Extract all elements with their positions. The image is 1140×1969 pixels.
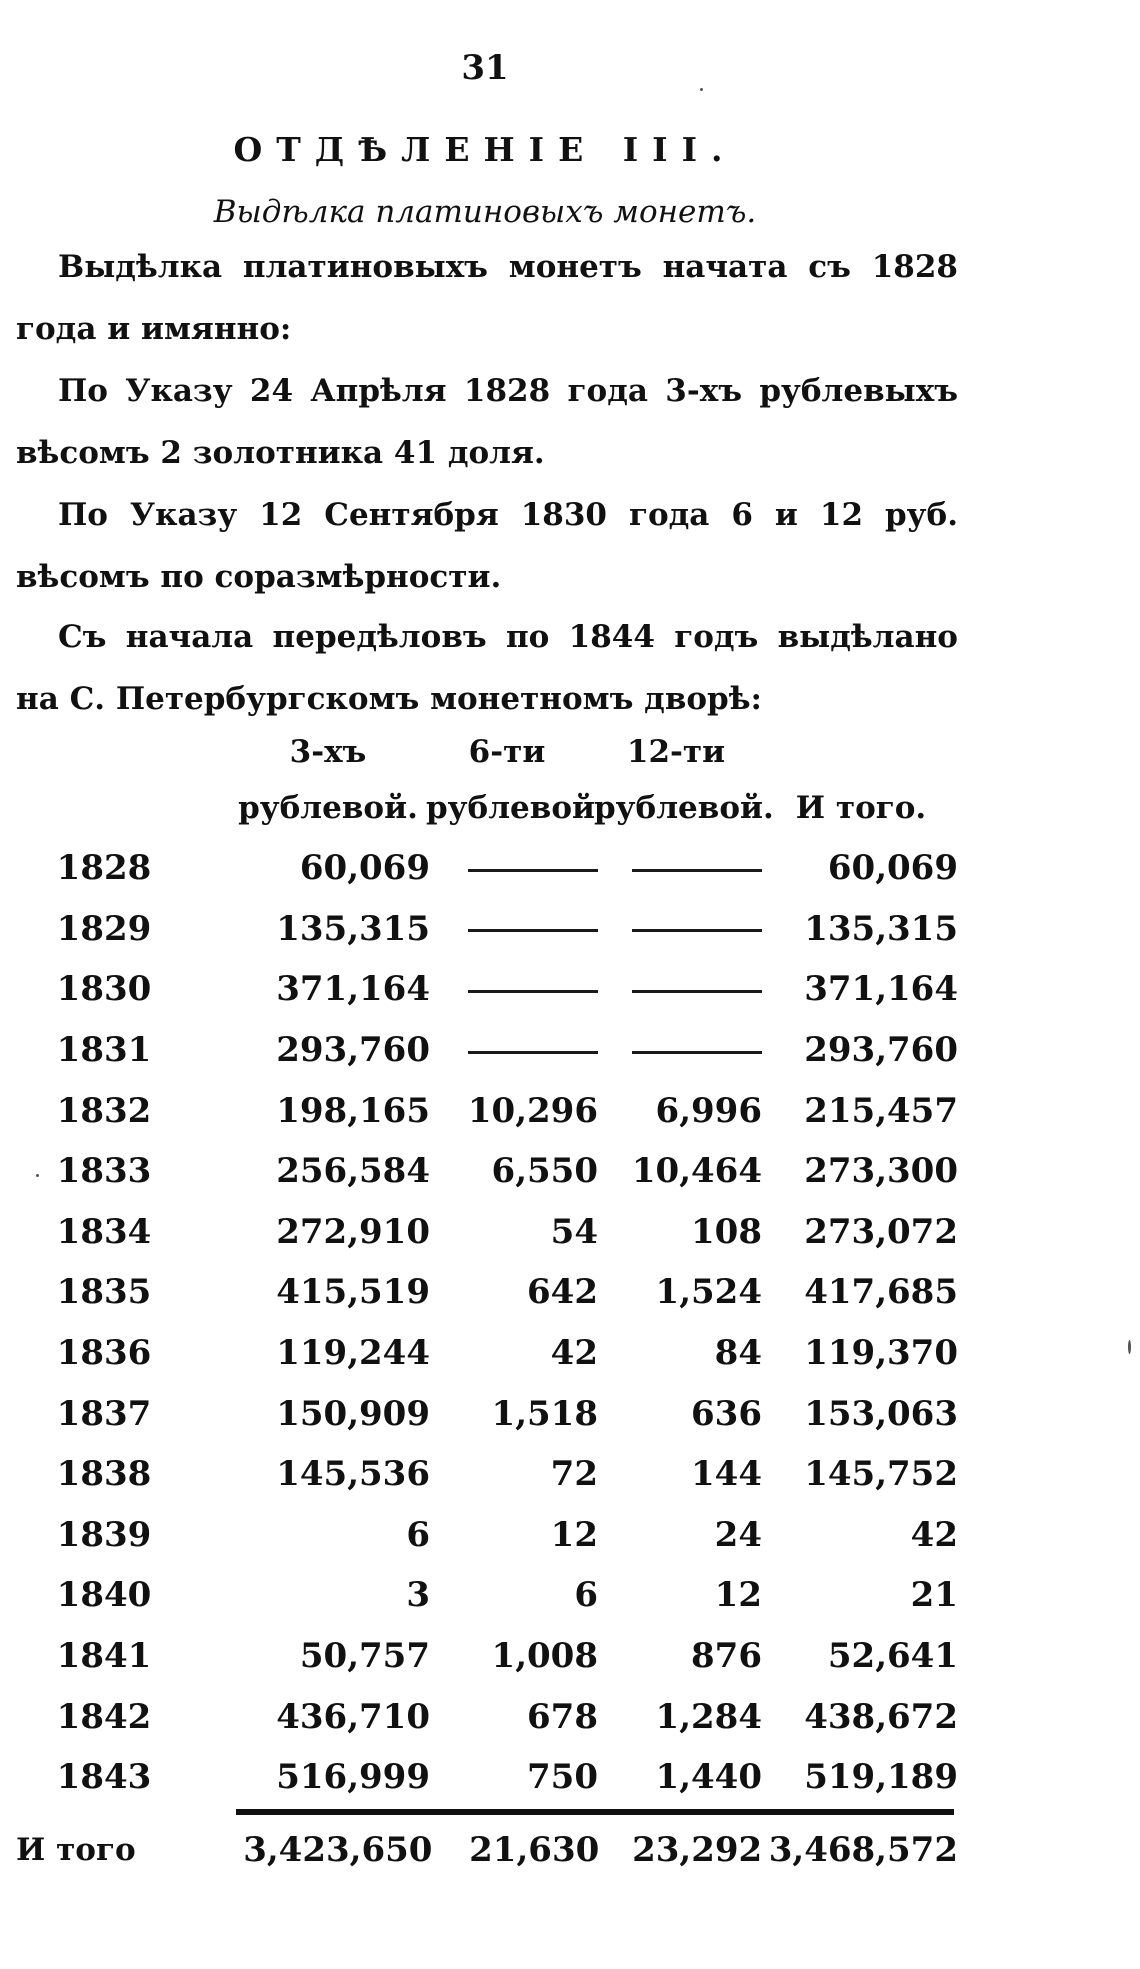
cell-year: 1841 — [56, 1636, 152, 1677]
header-3-ruble-top: 3-хъ — [289, 734, 367, 770]
cell-total: 119,370 — [804, 1333, 958, 1374]
section-subtitle: Выдѣлка платиновыхъ монетъ. — [213, 194, 757, 230]
cell-6-ruble: 750 — [527, 1757, 598, 1798]
header-12-ruble-bottom: рублевой. — [594, 790, 774, 826]
paragraph-production-note: Съ начала передѣловъ по 1844 годъ выдѣлано на С. Петербургскомъ монетномъ дворѣ: — [16, 619, 958, 717]
cell-total: 438,672 — [804, 1696, 958, 1737]
cell-year: 1842 — [56, 1696, 152, 1737]
cell-total: 60,069 — [827, 848, 958, 889]
header-6-ruble-top: 6-ти — [468, 734, 546, 770]
cell-year: 1831 — [56, 1030, 152, 1071]
empty-dash — [598, 959, 762, 1020]
section-title: ОТДѢЛЕНІЕ III. — [233, 130, 737, 169]
empty-dash — [430, 959, 598, 1020]
cell-6-ruble: 6,550 — [491, 1151, 598, 1192]
empty-dash — [598, 1020, 762, 1081]
table-row — [16, 1686, 958, 1747]
cell-total: 153,063 — [804, 1393, 958, 1434]
cell-6-ruble: 1,008 — [491, 1636, 598, 1677]
cell-total: 42 — [910, 1514, 958, 1555]
cell-total: 273,300 — [804, 1151, 958, 1192]
table-row — [16, 959, 958, 1020]
table-row — [16, 1505, 958, 1566]
table-row — [16, 1262, 958, 1323]
cell-3-ruble: 415,519 — [276, 1272, 430, 1313]
dash-line — [468, 1051, 598, 1054]
dash-line — [632, 869, 762, 872]
cell-12-ruble: 144 — [691, 1454, 762, 1495]
cell-3-ruble: 60,069 — [299, 848, 430, 889]
table-row — [16, 1323, 958, 1384]
dash-line — [468, 929, 598, 932]
print-speck — [700, 88, 703, 91]
cell-3-ruble: 6 — [406, 1514, 430, 1555]
cell-6-ruble: 10,296 — [467, 1090, 598, 1131]
cell-6-ruble: 6 — [574, 1575, 598, 1616]
cell-3-ruble: 50,757 — [299, 1636, 430, 1677]
cell-total: 273,072 — [804, 1211, 958, 1252]
cell-year: 1828 — [56, 848, 152, 889]
dash-line — [632, 929, 762, 932]
cell-12-ruble: 1,440 — [655, 1757, 762, 1798]
cell-total: 145,752 — [804, 1454, 958, 1495]
cell-year: 1843 — [56, 1757, 152, 1798]
table-row — [16, 1747, 958, 1808]
totals-12-ruble: 23,292 — [632, 1830, 763, 1870]
totals-grand-total: 3,468,572 — [768, 1830, 958, 1870]
page-number: 31 — [461, 48, 509, 88]
cell-3-ruble: 371,164 — [276, 969, 430, 1010]
table-row — [16, 1626, 958, 1687]
totals-row — [16, 1818, 958, 1882]
cell-3-ruble: 135,315 — [276, 908, 430, 949]
cell-12-ruble: 6,996 — [655, 1090, 762, 1131]
dash-line — [468, 990, 598, 993]
cell-3-ruble: 198,165 — [276, 1090, 430, 1131]
table-row — [16, 1080, 958, 1141]
cell-year: 1832 — [56, 1090, 152, 1131]
cell-3-ruble: 436,710 — [276, 1696, 430, 1737]
print-speck — [1128, 1340, 1131, 1354]
cell-12-ruble: 636 — [691, 1393, 762, 1434]
cell-12-ruble: 12 — [714, 1575, 762, 1616]
dash-line — [468, 869, 598, 872]
totals-3-ruble: 3,423,650 — [243, 1830, 433, 1870]
table-row — [16, 1444, 958, 1505]
cell-6-ruble: 42 — [550, 1333, 598, 1374]
cell-year: 1834 — [56, 1211, 152, 1252]
header-6-ruble-bottom: рублевой. — [426, 790, 606, 826]
cell-total: 215,457 — [804, 1090, 958, 1131]
cell-12-ruble: 84 — [714, 1333, 762, 1374]
paragraph-decree-1830: По Указу 12 Сентября 1830 года 6 и 12 руб. вѣсомъ по соразмѣрности. — [16, 497, 958, 595]
cell-3-ruble: 516,999 — [276, 1757, 430, 1798]
cell-6-ruble: 54 — [550, 1211, 598, 1252]
cell-total: 371,164 — [804, 969, 958, 1010]
cell-3-ruble: 145,536 — [276, 1454, 430, 1495]
table-row — [16, 838, 958, 899]
cell-12-ruble: 1,284 — [655, 1696, 762, 1737]
table-row — [16, 1202, 958, 1263]
cell-6-ruble: 642 — [527, 1272, 598, 1313]
cell-year: 1830 — [56, 969, 152, 1010]
cell-total: 293,760 — [804, 1030, 958, 1071]
cell-3-ruble: 256,584 — [276, 1151, 430, 1192]
empty-dash — [430, 1020, 598, 1081]
table-row — [16, 1020, 958, 1081]
totals-label: И того — [16, 1832, 136, 1868]
header-3-ruble-bottom: рублевой. — [238, 790, 418, 826]
table-row — [16, 1383, 958, 1444]
cell-total: 21 — [910, 1575, 958, 1616]
dash-line — [632, 1051, 762, 1054]
empty-dash — [430, 899, 598, 960]
coin-production-table — [16, 838, 958, 1808]
cell-6-ruble: 12 — [550, 1514, 598, 1555]
header-12-ruble-top: 12-ти — [626, 734, 726, 770]
header-total: И того. — [795, 790, 927, 826]
cell-year: 1835 — [56, 1272, 152, 1313]
cell-year: 1838 — [56, 1454, 152, 1495]
cell-year: 1836 — [56, 1333, 152, 1374]
print-speck — [36, 1174, 39, 1177]
totals-6-ruble: 21,630 — [469, 1830, 600, 1870]
cell-12-ruble: 10,464 — [631, 1151, 762, 1192]
cell-3-ruble: 150,909 — [276, 1393, 430, 1434]
cell-12-ruble: 108 — [691, 1211, 762, 1252]
cell-total: 417,685 — [804, 1272, 958, 1313]
cell-year: 1837 — [56, 1393, 152, 1434]
cell-6-ruble: 678 — [527, 1696, 598, 1737]
cell-3-ruble: 119,244 — [276, 1333, 430, 1374]
cell-12-ruble: 24 — [714, 1514, 762, 1555]
empty-dash — [430, 838, 598, 899]
cell-6-ruble: 1,518 — [491, 1393, 598, 1434]
cell-year: 1833 — [56, 1151, 152, 1192]
cell-year: 1839 — [56, 1514, 152, 1555]
cell-total: 135,315 — [804, 908, 958, 949]
dash-line — [632, 990, 762, 993]
cell-6-ruble: 72 — [550, 1454, 598, 1495]
total-rule — [236, 1809, 954, 1815]
cell-12-ruble: 876 — [691, 1636, 762, 1677]
table-row — [16, 899, 958, 960]
empty-dash — [598, 899, 762, 960]
cell-total: 52,641 — [827, 1636, 958, 1677]
cell-3-ruble: 293,760 — [276, 1030, 430, 1071]
paragraph-decree-1828: По Указу 24 Апрѣля 1828 года 3-хъ рублевыхъ вѣсомъ 2 золотника 41 доля. — [16, 373, 958, 471]
cell-3-ruble: 3 — [406, 1575, 430, 1616]
table-row — [16, 1141, 958, 1202]
empty-dash — [598, 838, 762, 899]
cell-12-ruble: 1,524 — [655, 1272, 762, 1313]
paragraph-intro: Выдѣлка платиновыхъ монетъ начата съ 1828 года и имянно: — [16, 249, 958, 347]
cell-3-ruble: 272,910 — [276, 1211, 430, 1252]
cell-year: 1829 — [56, 908, 152, 949]
cell-total: 519,189 — [804, 1757, 958, 1798]
table-row — [16, 1565, 958, 1626]
cell-year: 1840 — [56, 1575, 152, 1616]
